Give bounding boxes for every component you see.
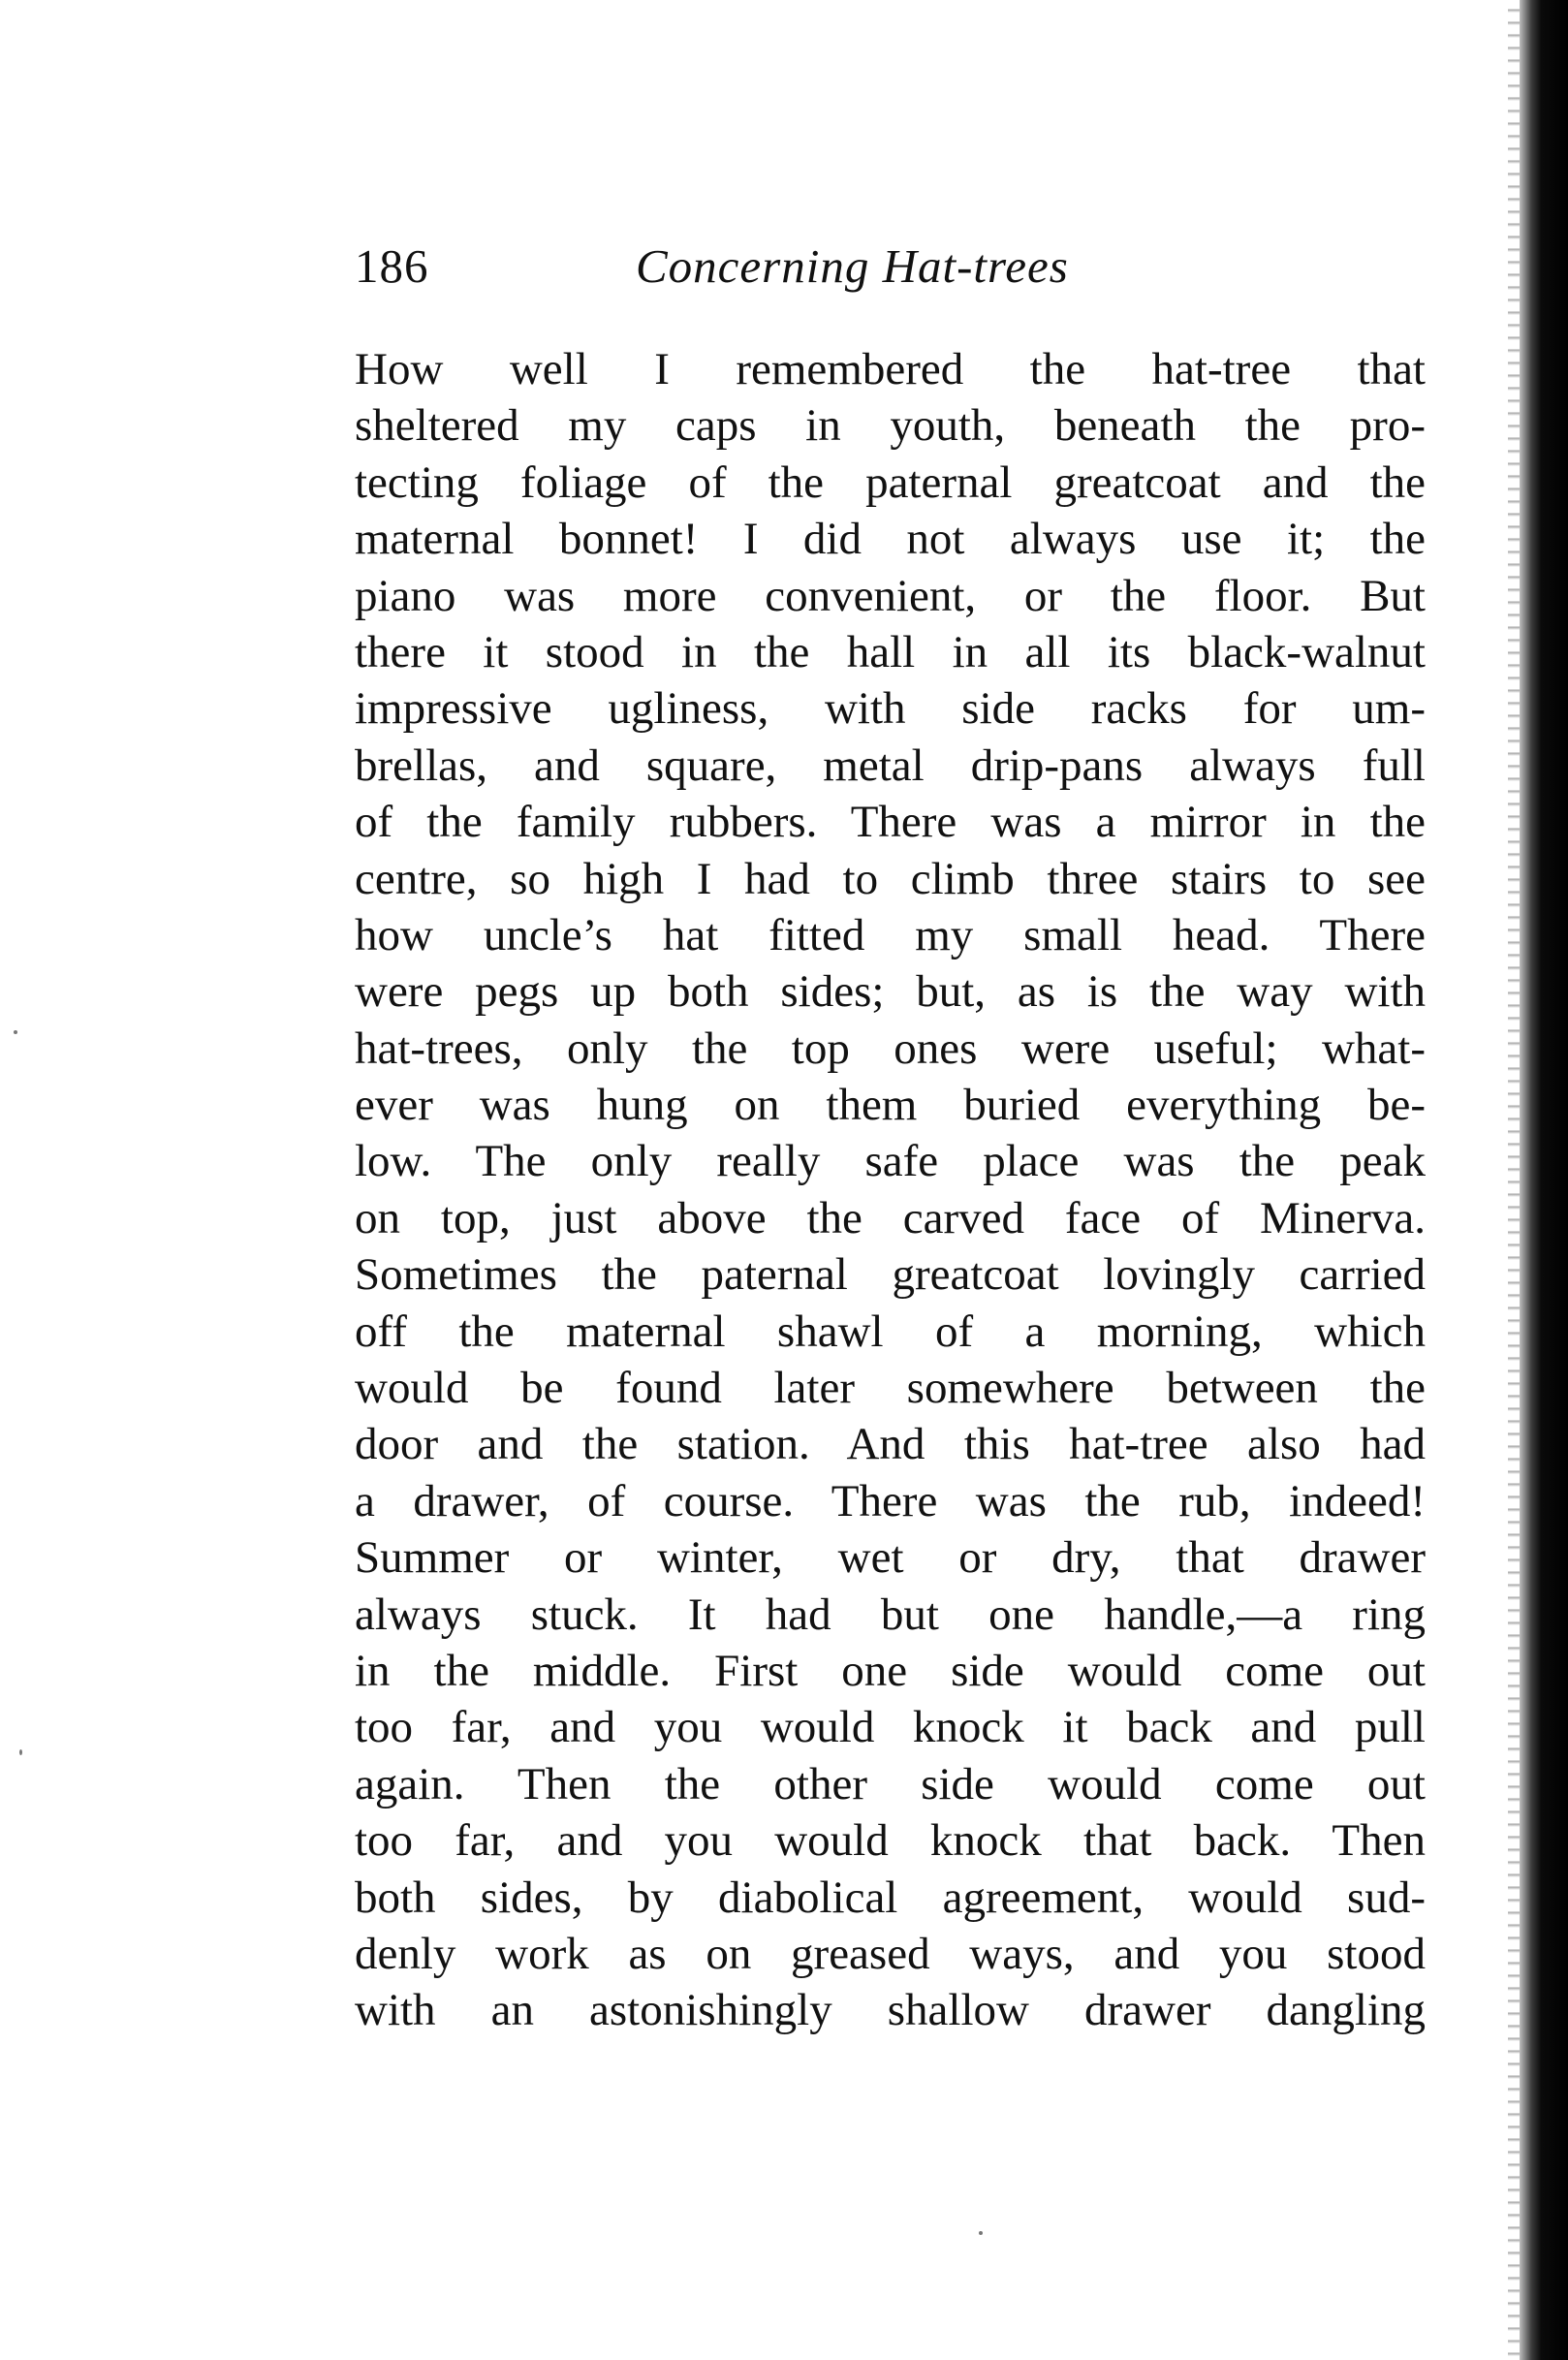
text-line: off the maternal shawl of a morning, which	[355, 1306, 1426, 1357]
text-line: impressive ugliness, with side racks for um-	[355, 683, 1426, 735]
text-line: How well I remembered the hat-tree that	[355, 344, 1426, 394]
text-line: tecting foliage of the paternal greatcoat and the	[355, 456, 1426, 508]
text-line: always stuck. It had but one handle,—a ring	[355, 1589, 1426, 1640]
text-line: too far, and you would knock it back and pull	[355, 1702, 1426, 1753]
text-line: again. Then the other side would come out	[355, 1758, 1426, 1809]
text-line: sheltered my caps in youth, beneath the pro-	[355, 400, 1426, 452]
body-text	[355, 341, 1426, 2039]
text-line: door and the station. And this hat-tree also had	[355, 1419, 1426, 1470]
text-line: Sometimes the paternal greatcoat lovingly carried	[355, 1249, 1426, 1301]
scan-speck	[979, 2231, 983, 2235]
text-line: both sides, by diabolical agreement, would sud-	[355, 1872, 1426, 1923]
text-line: on top, just above the carved face of Minerva.	[355, 1192, 1426, 1243]
text-line: Summer or winter, wet or dry, that drawer	[355, 1532, 1426, 1584]
text-line: too far, and you would knock that back. Then	[355, 1815, 1426, 1867]
text-line: in the middle. First one side would come out	[355, 1645, 1426, 1696]
text-line: centre, so high I had to climb three stairs to see	[355, 853, 1426, 904]
text-line: would be found later somewhere between the	[355, 1363, 1426, 1414]
paragraph-1	[355, 341, 1426, 1529]
text-line: low. The only really safe place was the peak	[355, 1136, 1426, 1187]
scan-speck	[14, 1030, 17, 1034]
page-number: 186	[355, 239, 429, 293]
running-head	[355, 233, 1421, 300]
text-line: there it stood in the hall in all its black-walnut	[355, 626, 1426, 677]
text-line: hat-trees, only the top ones were useful; what-	[355, 1023, 1426, 1074]
scan-speck	[19, 1749, 22, 1755]
paragraph-2	[355, 1529, 1426, 2039]
running-title: Concerning Hat-trees	[636, 239, 1069, 293]
text-line: maternal bonnet! I did not always use it; the	[355, 514, 1426, 565]
text-line: piano was more convenient, or the floor. But	[355, 570, 1426, 621]
text-line: of the family rubbers. There was a mirror in the	[355, 797, 1426, 848]
text-line: with an astonishingly shallow drawer dangling	[355, 1985, 1426, 2036]
text-line: how uncle’s hat fitted my small head. There	[355, 909, 1426, 960]
text-line: a drawer, of course. There was the rub, indeed!	[355, 1475, 1426, 1526]
text-line: were pegs up both sides; but, as is the way with	[355, 966, 1426, 1018]
text-line: ever was hung on them buried everything be-	[355, 1080, 1426, 1131]
binding-edge	[1520, 0, 1568, 2360]
text-line: brellas, and square, metal drip-pans always full	[355, 739, 1426, 791]
text-line: denly work as on greased ways, and you stood	[355, 1928, 1426, 1979]
